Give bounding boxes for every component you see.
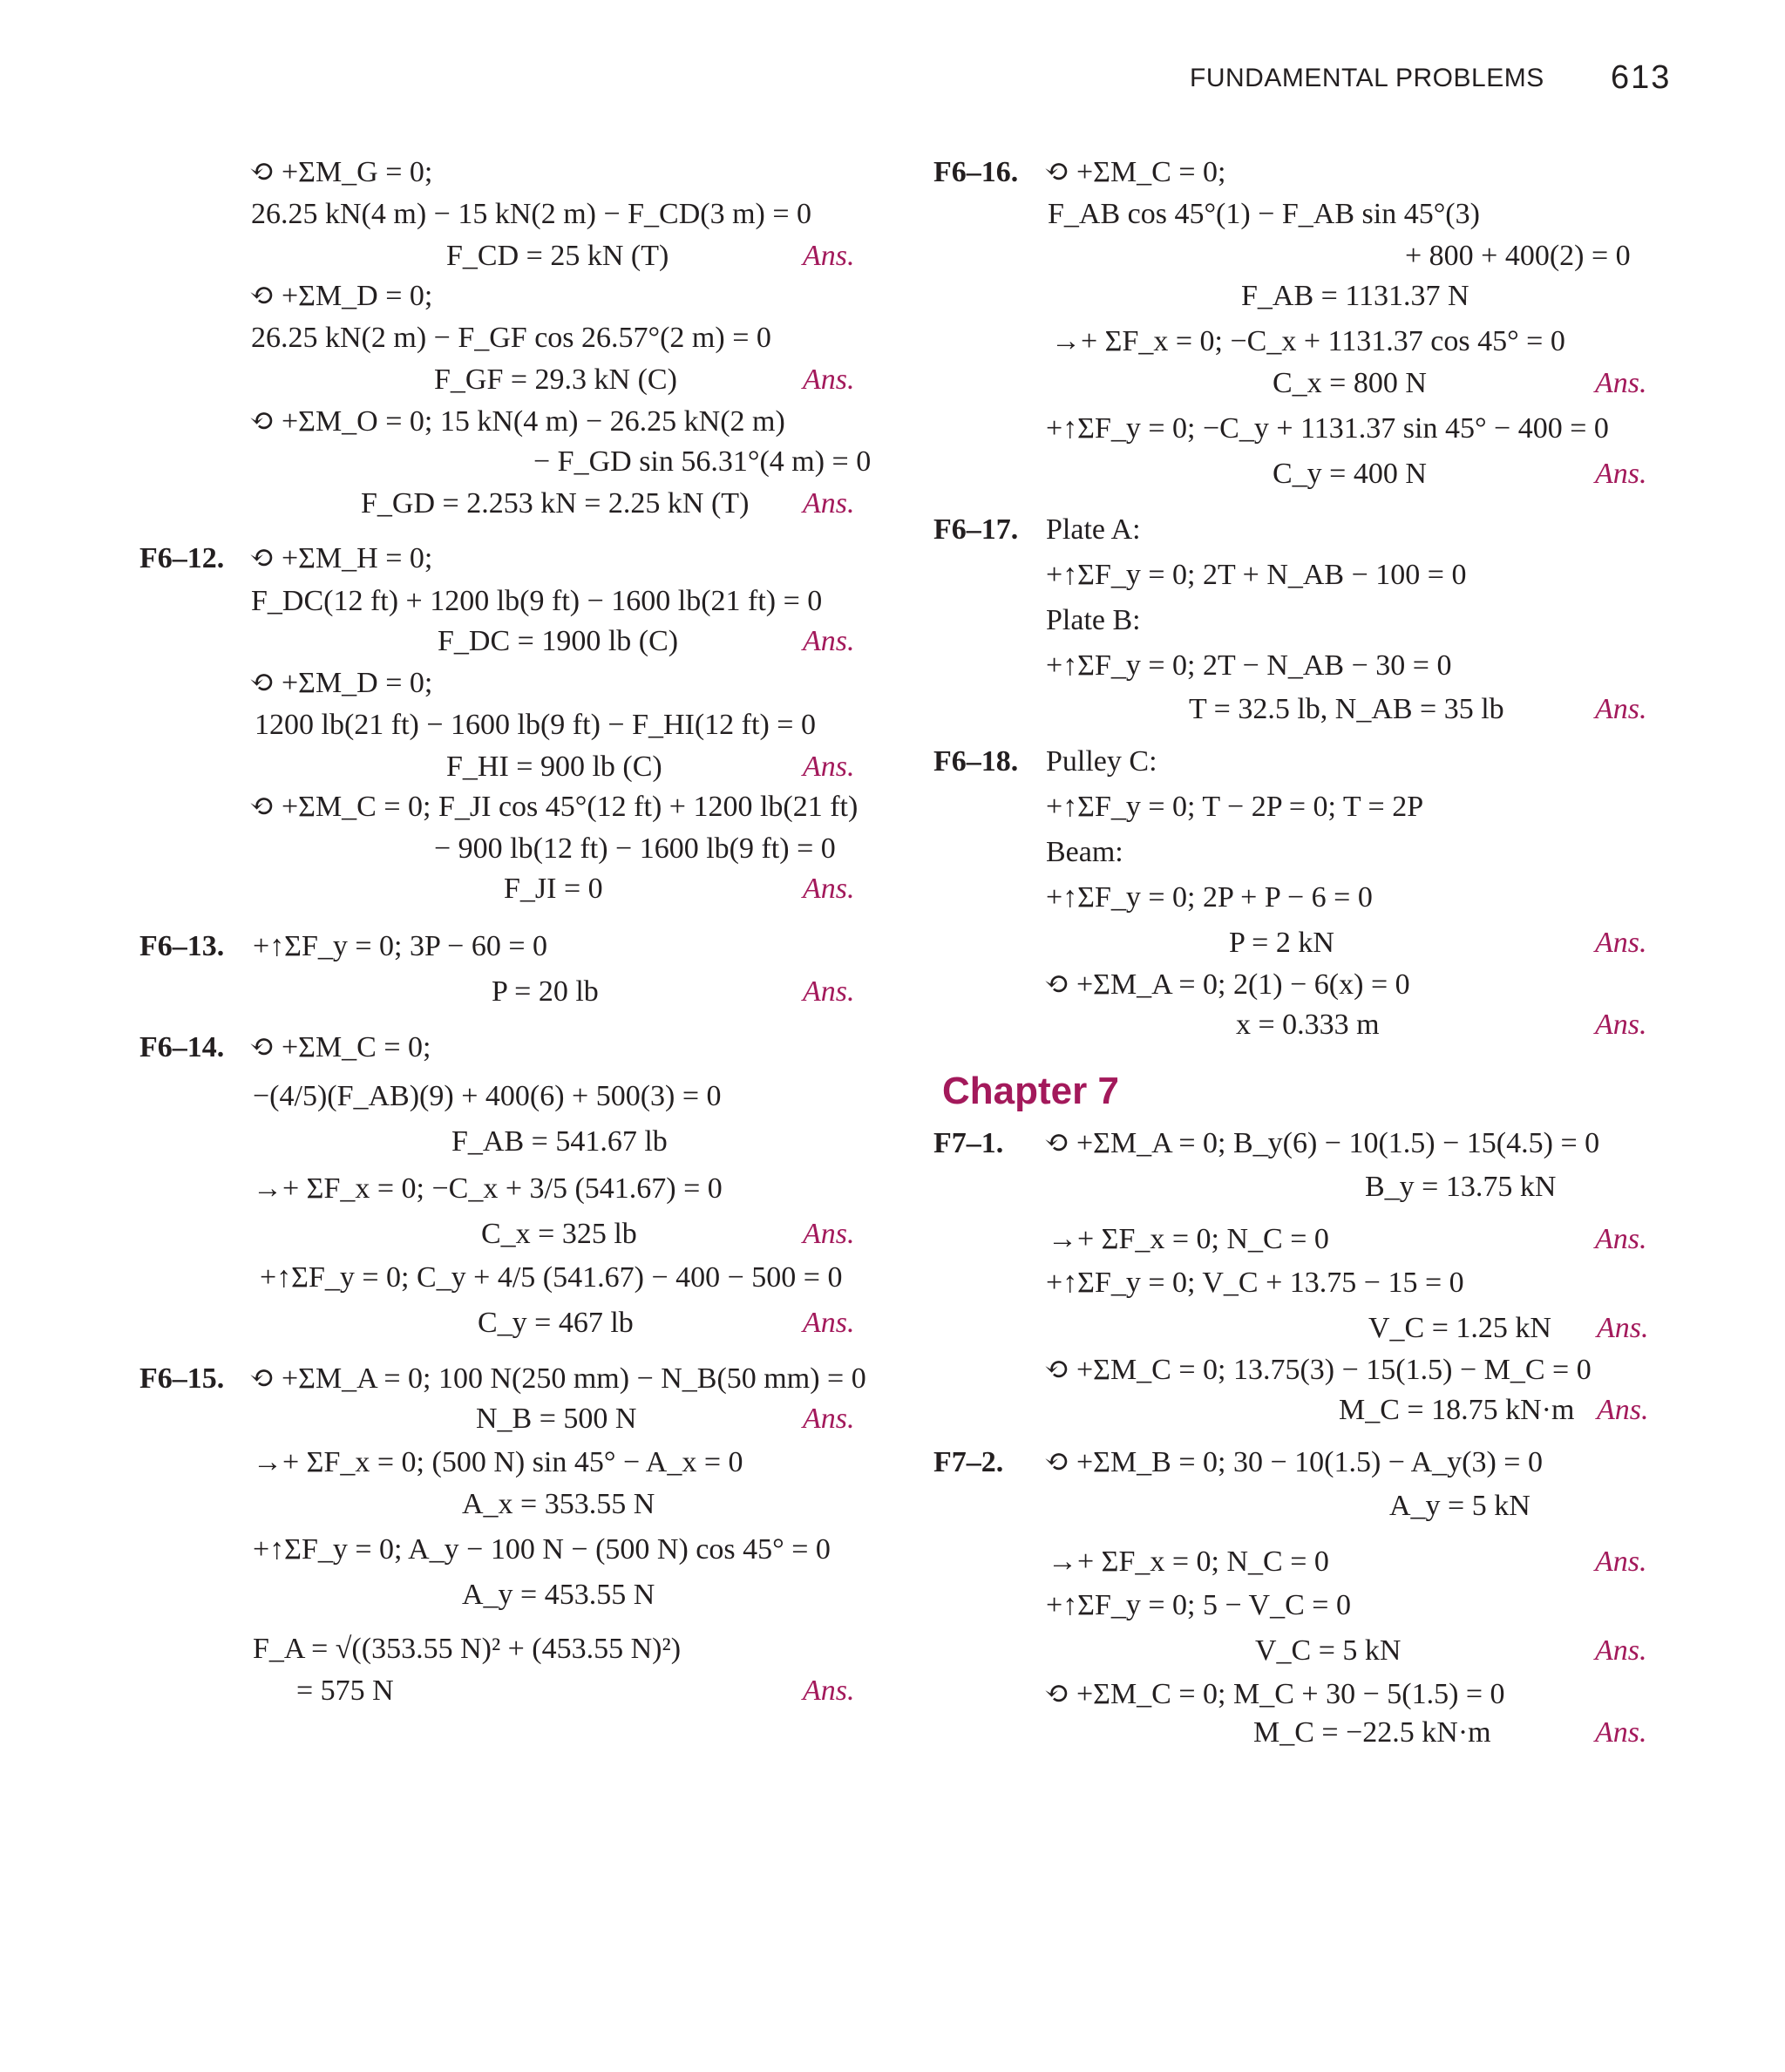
equation-line: ⟲ +ΣM_B = 0; 30 − 10(1.5) − A_y(3) = 0	[1044, 1446, 1543, 1478]
equation-result: F_AB = 541.67 lb	[451, 1125, 668, 1158]
answer-label: Ans.	[803, 751, 855, 783]
chapter-heading: Chapter 7	[942, 1070, 1119, 1112]
equation-line: ⟲ +ΣM_D = 0;	[249, 667, 433, 699]
equation-line: ⟲ +ΣM_G = 0;	[249, 156, 433, 188]
equation-result: N_B = 500 N	[476, 1403, 637, 1435]
equation-result: F_DC = 1900 lb (C)	[438, 625, 679, 657]
answer-label: Ans.	[1595, 1223, 1647, 1255]
problem-label: F6–18.	[933, 745, 1019, 778]
equation-result: T = 32.5 lb, N_AB = 35 lb	[1189, 693, 1504, 725]
answer-label: Ans.	[1595, 1546, 1647, 1578]
answer-label: Ans.	[803, 625, 855, 657]
equation-line: +↑ΣF_y = 0; 2T + N_AB − 100 = 0	[1046, 559, 1467, 591]
equation-result: F_JI = 0	[504, 873, 603, 905]
problem-label: F7–1.	[933, 1127, 1004, 1159]
equation-result: F_HI = 900 lb (C)	[446, 751, 662, 783]
equation-result: F_GF = 29.3 kN (C)	[434, 363, 677, 396]
equation-line: ⟲ +ΣM_A = 0; 2(1) − 6(x) = 0	[1044, 968, 1410, 1001]
equation-line: +↑ΣF_y = 0; 2T − N_AB − 30 = 0	[1046, 649, 1452, 682]
equation-line: F_A = √((353.55 N)² + (453.55 N)²)	[253, 1633, 682, 1665]
answer-label: Ans.	[1595, 458, 1647, 490]
answer-label: Ans.	[803, 487, 855, 520]
equation-result: F_AB = 1131.37 N	[1241, 280, 1469, 312]
answer-label: Ans.	[1595, 693, 1647, 725]
equation-line: 26.25 kN(4 m) − 15 kN(2 m) − F_CD(3 m) = 0	[251, 198, 812, 230]
problem-label: F6–15.	[139, 1362, 225, 1395]
equation-line: F_DC(12 ft) + 1200 lb(9 ft) − 1600 lb(21 ft) = 0	[251, 585, 823, 617]
answer-label: Ans.	[1597, 1312, 1649, 1344]
page-number: 613	[1611, 59, 1672, 96]
subheading: Plate B:	[1046, 604, 1141, 636]
equation-line: − F_GD sin 56.31°(4 m) = 0	[533, 445, 872, 478]
equation-line: ⟲ +ΣM_C = 0;	[249, 1031, 431, 1063]
equation-result: C_x = 325 lb	[481, 1218, 637, 1250]
equation-line: ⟲ +ΣM_D = 0;	[249, 280, 433, 312]
problem-label: F6–14.	[139, 1031, 225, 1063]
equation-line: +↑ΣF_y = 0; A_y − 100 N − (500 N) cos 45° = 0	[253, 1533, 831, 1566]
equation-result: A_y = 453.55 N	[462, 1579, 655, 1611]
equation-line: ⟲ +ΣM_C = 0; F_JI cos 45°(12 ft) + 1200 lb(21 ft)	[249, 791, 859, 823]
equation-line: +↑ΣF_y = 0; 3P − 60 = 0	[253, 930, 547, 962]
equation-result: = 575 N	[296, 1675, 394, 1707]
problem-label: F6–17.	[933, 513, 1019, 546]
equation-result: B_y = 13.75 kN	[1365, 1171, 1557, 1203]
equation-line: ⟲ +ΣM_C = 0;	[1044, 156, 1226, 188]
problem-label: F6–16.	[933, 156, 1019, 188]
equation-line: +↑ΣF_y = 0; C_y + 4/5 (541.67) − 400 − 500 = 0	[260, 1261, 843, 1294]
subheading: Plate A:	[1046, 513, 1141, 546]
equation-result: F_GD = 2.253 kN = 2.25 kN (T)	[361, 487, 750, 520]
equation-result: A_y = 5 kN	[1389, 1490, 1530, 1522]
answer-label: Ans.	[1595, 367, 1647, 399]
answer-label: Ans.	[803, 975, 855, 1008]
subheading: Pulley C:	[1046, 745, 1157, 778]
equation-line: −(4/5)(F_AB)(9) + 400(6) + 500(3) = 0	[253, 1080, 722, 1112]
equation-line: →+ ΣF_x = 0; N_C = 0	[1048, 1546, 1329, 1578]
equation-line: ⟲ +ΣM_A = 0; B_y(6) − 10(1.5) − 15(4.5) = 0	[1044, 1127, 1600, 1159]
answer-label: Ans.	[803, 1403, 855, 1435]
equation-line: ⟲ +ΣM_A = 0; 100 N(250 mm) − N_B(50 mm) = 0	[249, 1362, 866, 1395]
equation-line: ⟲ +ΣM_O = 0; 15 kN(4 m) − 26.25 kN(2 m)	[249, 405, 785, 438]
equation-result: C_y = 400 N	[1273, 458, 1427, 490]
equation-line: +↑ΣF_y = 0; 5 − V_C = 0	[1046, 1589, 1351, 1621]
equation-line: →+ ΣF_x = 0; −C_x + 3/5 (541.67) = 0	[253, 1172, 723, 1205]
equation-result: P = 2 kN	[1229, 927, 1334, 959]
equation-line: →+ ΣF_x = 0; N_C = 0	[1048, 1223, 1329, 1255]
problem-label: F7–2.	[933, 1446, 1004, 1478]
equation-line: +↑ΣF_y = 0; V_C + 13.75 − 15 = 0	[1046, 1267, 1464, 1299]
answer-label: Ans.	[1595, 1716, 1647, 1749]
equation-result: V_C = 1.25 kN	[1368, 1312, 1551, 1344]
equation-result: F_CD = 25 kN (T)	[446, 240, 669, 272]
equation-line: + 800 + 400(2) = 0	[1405, 240, 1631, 272]
equation-line: ⟲ +ΣM_C = 0; M_C + 30 − 5(1.5) = 0	[1044, 1678, 1505, 1710]
equation-result: P = 20 lb	[492, 975, 599, 1008]
answer-label: Ans.	[803, 1218, 855, 1250]
running-header-title: FUNDAMENTAL PROBLEMS	[1190, 64, 1544, 92]
equation-line: 26.25 kN(2 m) − F_GF cos 26.57°(2 m) = 0	[251, 322, 771, 354]
equation-line: − 900 lb(12 ft) − 1600 lb(9 ft) = 0	[434, 832, 836, 865]
answer-label: Ans.	[1595, 927, 1647, 959]
equation-line: →+ ΣF_x = 0; (500 N) sin 45° − A_x = 0	[253, 1446, 743, 1478]
equation-result: C_y = 467 lb	[478, 1307, 634, 1339]
answer-label: Ans.	[803, 1307, 855, 1339]
subheading: Beam:	[1046, 836, 1123, 868]
equation-result: A_x = 353.55 N	[462, 1488, 655, 1520]
problem-label: F6–12.	[139, 542, 225, 574]
answer-label: Ans.	[803, 873, 855, 905]
equation-line: 1200 lb(21 ft) − 1600 lb(9 ft) − F_HI(12 ft) = 0	[255, 709, 816, 741]
equation-result: V_C = 5 kN	[1255, 1634, 1402, 1667]
equation-line: ⟲ +ΣM_C = 0; 13.75(3) − 15(1.5) − M_C = 0	[1044, 1354, 1592, 1386]
equation-line: +↑ΣF_y = 0; 2P + P − 6 = 0	[1046, 881, 1373, 914]
problem-label: F6–13.	[139, 930, 225, 962]
equation-result: x = 0.333 m	[1236, 1009, 1380, 1041]
answer-label: Ans.	[1595, 1009, 1647, 1041]
equation-line: F_AB cos 45°(1) − F_AB sin 45°(3)	[1048, 198, 1480, 230]
equation-result: M_C = 18.75 kN·m	[1339, 1394, 1575, 1426]
answer-label: Ans.	[803, 240, 855, 272]
equation-line: ⟲ +ΣM_H = 0;	[249, 542, 433, 574]
equation-line: +↑ΣF_y = 0; T − 2P = 0; T = 2P	[1046, 791, 1424, 823]
answer-label: Ans.	[1597, 1394, 1649, 1426]
equation-result: C_x = 800 N	[1273, 367, 1427, 399]
answer-label: Ans.	[1595, 1634, 1647, 1667]
equation-result: M_C = −22.5 kN·m	[1253, 1716, 1491, 1749]
answer-label: Ans.	[803, 1675, 855, 1707]
equation-line: →+ ΣF_x = 0; −C_x + 1131.37 cos 45° = 0	[1051, 325, 1565, 357]
answer-label: Ans.	[803, 363, 855, 396]
equation-line: +↑ΣF_y = 0; −C_y + 1131.37 sin 45° − 400 = 0	[1046, 412, 1609, 445]
